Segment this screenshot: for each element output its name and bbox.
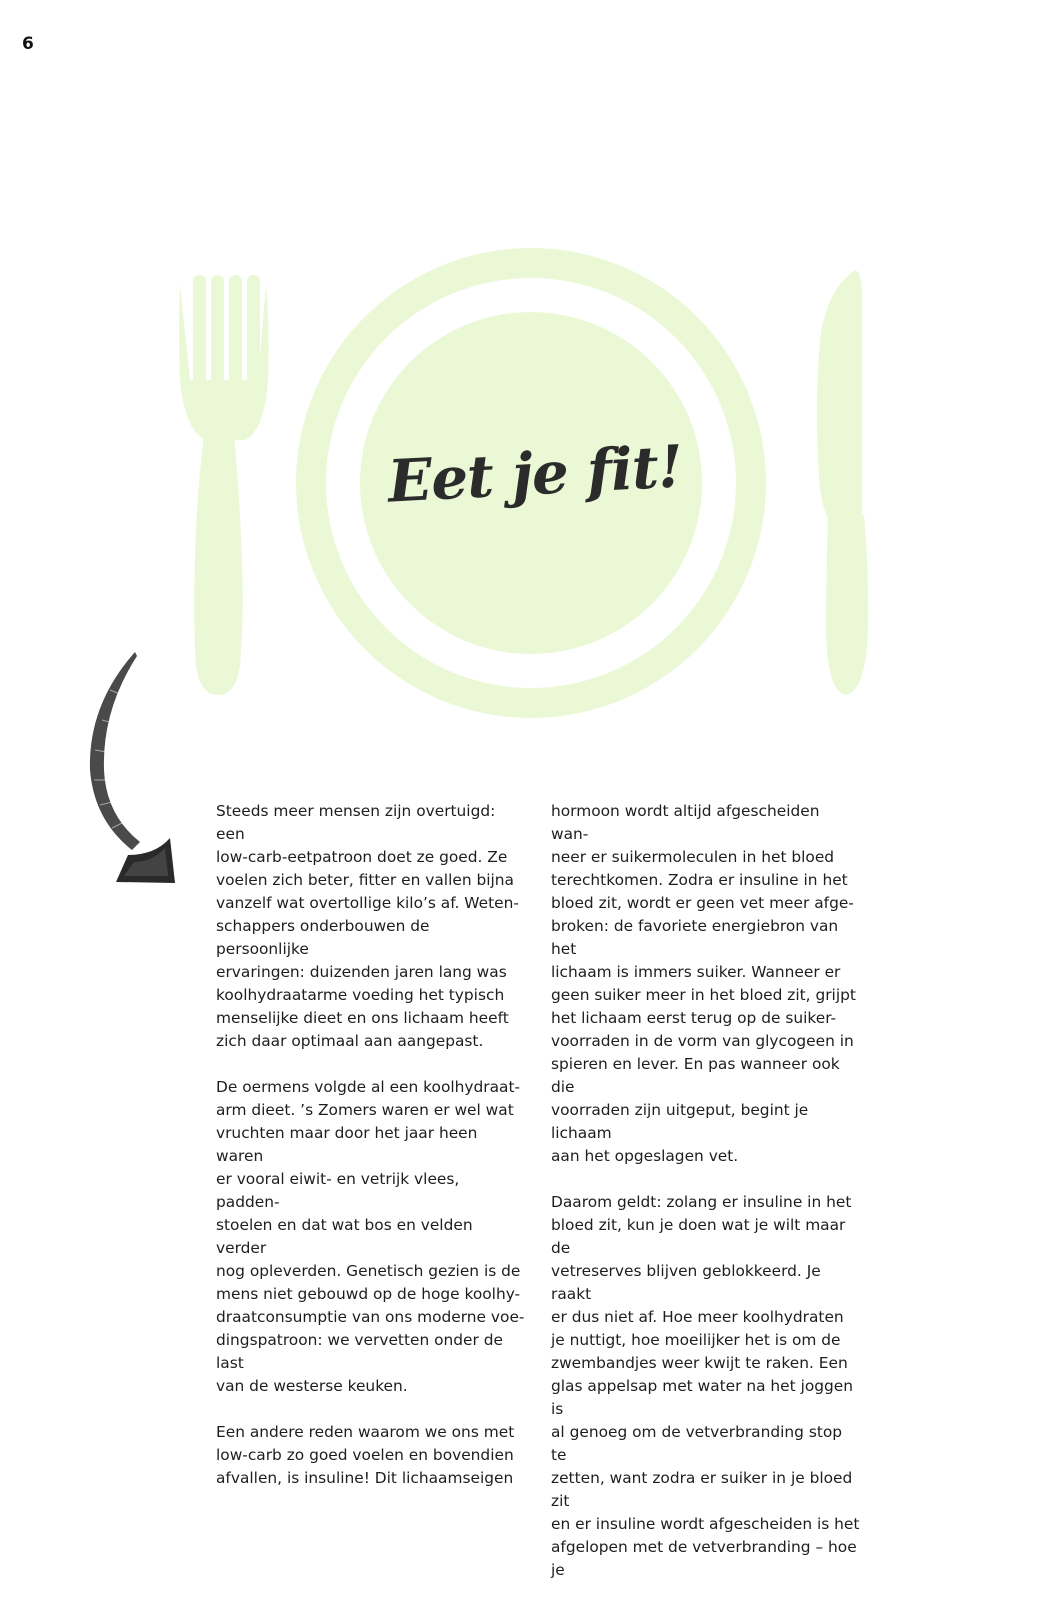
paragraph: Steeds meer mensen zijn overtuigd: een low-carb-eetpatroon doet ze goed. Ze voelen zich beter, fitter en vallen bijna vanzelf wat overtollige kilo’s af. Weten- schappers onderbouwen de persoonlijke ervaringen: duizenden jaren lang was koolhydraatarme voeding het typisch menselijke dieet en ons lichaam heeft zich daar optimaal aan aangepast.	[216, 802, 519, 1050]
paragraph: hormoon wordt altijd afgescheiden wan- neer er suikermoleculen in het bloed terechtkomen. Zodra er insuline in het bloed zit, wordt er geen vet meer afge- broken: de favoriete energiebron van het lichaam is immers suiker. Wanneer er geen suiker meer in het bloed zit, grijpt het lichaam eerst terug op de suiker- voorraden in de vorm van glycogeen in spieren en lever. En pas wanneer ook die voorraden zijn uitgeput, begint je lichaam aan het opgeslagen vet.	[551, 802, 856, 1165]
knife-icon	[817, 270, 868, 695]
arrow-icon	[80, 650, 190, 895]
page-number: 6	[22, 34, 34, 54]
text-column-left	[216, 800, 526, 1513]
fork-icon	[179, 275, 269, 695]
text-column-right	[551, 800, 861, 1605]
place-setting-illustration	[0, 0, 1063, 760]
paragraph: Daarom geldt: zolang er insuline in het bloed zit, kun je doen wat je wilt maar de vetreserves blijven geblokkeerd. Je raakt er dus niet af. Hoe meer koolhydraten je nuttigt, hoe moeilijker het is om de zwembandjes weer kwijt te raken. Een glas appelsap met water na het joggen is al genoeg om de vetverbranding stop te zetten, want zodra er suiker in je bloed zit en er insuline wordt afgescheiden is het afgelopen met de vetverbranding – hoe je	[551, 1193, 860, 1579]
page-title: Eet je fit!	[386, 432, 684, 516]
paragraph: De oermens volgde al een koolhydraat- arm dieet. ’s Zomers waren er wel wat vruchten maar door het jaar heen waren er vooral eiwit- en vetrijk vlees, padden- stoelen en dat wat bos en velden verder nog opleverden. Genetisch gezien is de mens niet gebouwd op de hoge koolhy- draatconsumptie van ons moderne voe- dingspatroon: we vervetten onder de last van de westerse keuken.	[216, 1078, 525, 1395]
paragraph: Een andere reden waarom we ons met low-carb zo goed voelen en bovendien afvallen, is insuline! Dit lichaamseigen	[216, 1423, 515, 1487]
